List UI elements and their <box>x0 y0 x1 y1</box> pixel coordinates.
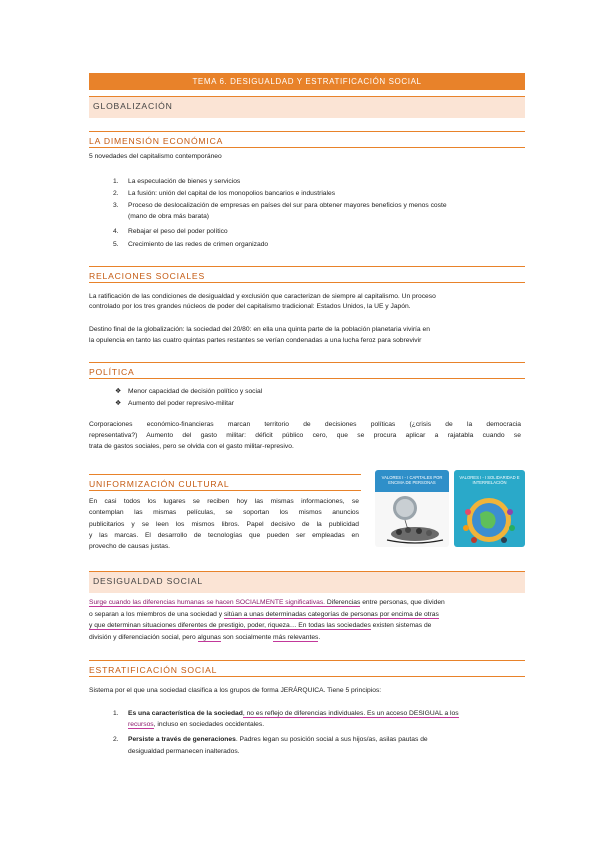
diamond-bullet-icon: ❖ <box>115 400 122 407</box>
plain-text: son socialmente <box>220 634 274 641</box>
underlined-text: algunas <box>197 634 221 641</box>
list-item: (mano de obra más barata) <box>128 213 210 220</box>
underlined-text: más relevantes <box>273 634 319 641</box>
plain-text: desigualdad permanecen inalterados. <box>128 748 240 755</box>
politica-p-line1: Corporaciones económico-financieras marcan territorio de decisiones políticas (¿crisis de la democracia <box>89 421 521 428</box>
plain-text: entre personas, que dividen <box>360 599 445 606</box>
list-item <box>128 747 240 757</box>
heading-uniformizacion-cultural: UNIFORMIZACIÓN CULTURAL <box>89 474 361 491</box>
heading-relaciones-sociales: RELACIONES SOCIALES <box>89 266 525 283</box>
heading-dimension-economica: LA DIMENSIÓN ECONÓMICA <box>89 131 525 148</box>
list-item: ❖ Aumento del poder represivo-militar <box>115 400 234 407</box>
list-item: 4. Rebajar el peso del poder político <box>113 228 228 235</box>
section-header-globalizacion <box>89 96 525 118</box>
desigualdad-line2 <box>89 610 439 620</box>
plain-text: existen sistemas de <box>370 622 432 629</box>
relaciones-p2-line1: Destino final de la globalización: la sociedad del 20/80: en ella una quinta parte de la población planetaria viviría en <box>89 326 430 333</box>
underlined-text: Surge cuando las diferencias humanas se hacen SOCIALMENTE significativas. <box>89 599 326 606</box>
underlined-text: sitúan a unas determinadas categorías de personas por encima de otras <box>223 611 439 618</box>
politica-p-line2: representativa?) Aumento del gasto militar: déficit público cero, que se procura aplicar a rajatabla cuando se <box>89 432 521 439</box>
list-item: 5. Crecimiento de las redes de crimen organizado <box>113 241 269 248</box>
illustration-capitales <box>375 470 449 547</box>
list-item: ❖ Menor capacidad de decisión político y social <box>115 388 263 395</box>
bold-text: Persiste a través de generaciones <box>128 736 236 743</box>
plain-text: división y diferenciación social, pero <box>89 634 198 641</box>
uniformizacion-line2: contemplan las mismas películas, se soportan los mismos anuncios <box>89 509 359 516</box>
dimension-intro: 5 novedades del capitalismo contemporáneo <box>89 153 222 160</box>
illustration-solidaridad <box>454 470 525 547</box>
section-header-label: DESIGUALDAD SOCIAL <box>93 576 203 586</box>
underlined-text: , no es reflejo de diferencias individuales. Es un acceso DESIGUAL a los <box>242 710 459 717</box>
uniformizacion-line5: provecho de causas justas. <box>89 543 171 550</box>
image-caption: VALORES I - I SOLIDARIDAD E INTERRELACIÓN <box>459 475 520 485</box>
plain-text: . <box>318 634 321 641</box>
relaciones-p1-line2: controlado por los tres grandes núcleos de poder del capitalismo tradicional: Estados Unidos, la UE y Japón. <box>89 303 411 310</box>
estratificacion-intro: Sistema por el que una sociedad clasifica a los grupos de forma JERÁRQUICA. Tiene 5 principios: <box>89 687 382 694</box>
plain-text: o separan a los miembros de una sociedad y <box>89 611 224 618</box>
underlined-text: Diferencias <box>325 599 361 606</box>
plain-text: . Padres legan su posición social a sus hijos/as, asilas pautas de <box>235 736 428 743</box>
heading-estratificacion-social: ESTRATIFICACIÓN SOCIAL <box>89 660 525 677</box>
desigualdad-line4 <box>89 633 320 643</box>
list-item: 2. Persiste a través de generaciones. Padres legan su posición social a sus hijos/as, asilas pautas de <box>113 736 428 743</box>
list-item: 1. Es una característica de la sociedad, no es reflejo de diferencias individuales. Es un acceso DESIGUAL a los <box>113 710 459 717</box>
document-title: TEMA 6. DESIGUALDAD Y ESTRATIFICACIÓN SOCIAL <box>89 73 525 90</box>
underlined-text: En todas las sociedades <box>296 622 371 629</box>
image-caption: VALORES I - I CAPITALES POR ENCIMA DE PERSONAS <box>381 475 443 485</box>
underlined-text: y que determinan situaciones diferentes de prestigio, poder, riqueza… <box>89 622 297 629</box>
underlined-text: recursos <box>128 721 154 728</box>
relaciones-p1-line1: La ratificación de las condiciones de desigualdad y exclusión que caracterizan de siempre al capitalismo. Un proceso <box>89 293 436 300</box>
uniformizacion-line4: y las marcas. El desarrollo de tecnologías que pueden ser empleadas en <box>89 532 359 539</box>
politica-p-line3: trata de gastos sociales, pero se olvida con el gasto militar-represivo. <box>89 443 294 450</box>
list-item: 3. Proceso de deslocalización de empresas en países del sur para obtener mayores beneficios y menos coste <box>113 202 447 209</box>
desigualdad-line1 <box>89 598 521 608</box>
plain-text: , incluso en sociedades occidentales. <box>153 721 265 728</box>
uniformizacion-line1: En casi todos los lugares se reciben hoy las mismas informaciones, se <box>89 498 359 505</box>
list-item: 1. La especulación de bienes y servicios <box>113 178 241 185</box>
relaciones-p2-line2: la opulencia en tanto las cuatro quintas partes restantes se verían condenadas a una lucha feroz para sobrevivir <box>89 337 422 344</box>
desigualdad-line3 <box>89 621 431 631</box>
heading-politica: POLÍTICA <box>89 362 525 379</box>
list-item <box>128 720 264 730</box>
section-header-label: GLOBALIZACIÓN <box>93 101 173 111</box>
list-item: 2. La fusión: unión del capital de los monopolios bancarios e industriales <box>113 190 336 197</box>
uniformizacion-line3: publicitarios y se leen los mismos libros. Papel decisivo de la publicidad <box>89 521 359 528</box>
diamond-bullet-icon: ❖ <box>115 388 122 395</box>
section-header-desigualdad <box>89 571 525 593</box>
bold-text: Es una característica de la sociedad <box>128 710 243 717</box>
